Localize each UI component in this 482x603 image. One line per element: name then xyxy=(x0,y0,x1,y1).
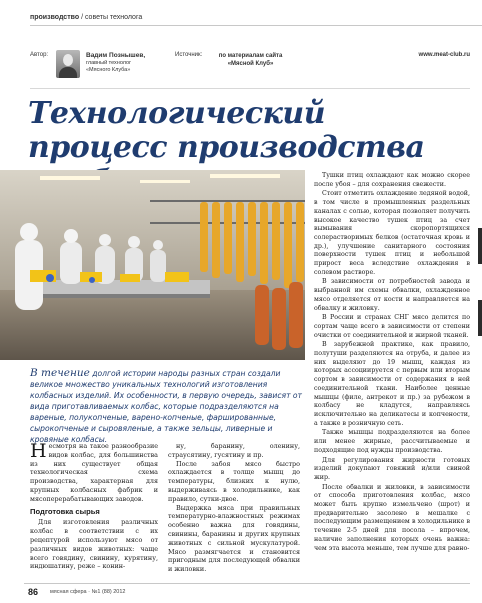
body-paragraph: В зарубежной практике, как правило, полутуши разделяются на отруба, и далее из них выделяют до 19 мышц, каждая из которых ассоциируется с первым или вторым сортом в зависимости от содержания в ней соединительной ткани. Наиболее ценные мышцы (филе, антрекот и пр.) за рубежом в колбасу не кладутся, направляясь исключительно на деликатесы и копчености, а также в розничную сеть. xyxy=(314,341,470,427)
header-divider xyxy=(30,25,482,26)
body-paragraph: Также мышцы подразделяются на более или менее жирные, рассчитываемые и подходящие под нужды производства. xyxy=(314,429,470,454)
rubric xyxy=(30,14,142,21)
avatar-head xyxy=(63,54,73,66)
column-right xyxy=(314,172,470,554)
lead-text: долгой истории народы разных стран создали великое множество уникальных технологий изготовления колбасных изделий. Их особенности, в первую очередь, зависят от вида приготавливаемых колбас, которые подразделяются на вареные, полукопченые, варено-копченые, фаршированные, сырокопченые и сыровяленые, а также зельцы, ливерные и кровяные колбасы. xyxy=(30,369,302,444)
factory-photo xyxy=(0,170,305,360)
page-number: 86 xyxy=(28,587,39,597)
body-paragraph: После забоя мясо быстро охлаждается в толще мышц до температуры, близких к нулю, выдерживаясь в холодильнике, как правило, сутки-двое. xyxy=(168,459,300,503)
paragraph-text: есмотря на такое разнообразие видов колбас, для большинства из них существует общая технологическая схема производства, характерная для крупных колбасных фабрик и мясоперерабатывающих заводов. xyxy=(30,442,158,503)
lead-first-words: В течение xyxy=(30,367,90,379)
body-paragraph: Выдержка мяса при правильных температурно-влажностных режимах особенно важна для говядины, свинины, баранины и других крупных животных с сильной мускулатурой. Мясо размягчается и становится пригодным для последующей обвалки и жиловки. xyxy=(168,503,300,574)
edge-marker xyxy=(478,228,482,264)
source-label: Источник: xyxy=(175,52,203,58)
author-role: главный технолог «Мясного Клуба» xyxy=(86,60,132,73)
author-divider xyxy=(30,88,470,89)
body-paragraph: Стоит отметить охлаждение ледяной водой, в том числе в промышленных раздельных каналах с солью, которая позволяет получить высокое качество тушек птиц за счет вымывания скоропортящихся солерастворимых белков (остаточная кровь и др.), улучшение санитарного состояния поверхности тушек птиц и небольшой прирост веса вследствие охлаждения в солевом растворе. xyxy=(314,190,470,276)
body-paragraph: ну, баранину, оленину, страусятину, гусятину и пр. xyxy=(168,442,300,459)
rubric-secondary: советы технолога xyxy=(84,14,143,21)
author-name: Вадим Познышев, xyxy=(86,52,146,59)
factory-illustration xyxy=(0,170,305,360)
issue-info: мясная сфера · №1 (88) 2012 xyxy=(50,589,126,595)
author-row xyxy=(30,52,470,86)
column-middle xyxy=(168,442,300,574)
drop-cap: Н xyxy=(30,440,47,462)
body-paragraph: В России и странах СНГ мясо делится по сортам чаще всего в зависимости от степени очистки от соединительной и жирной тканей. xyxy=(314,314,470,339)
article-title: Технологический процесс производства xyxy=(28,96,425,165)
rubric-primary: производство xyxy=(30,14,80,21)
rubric-separator: / xyxy=(79,14,85,21)
body-paragraph: В зависимости от потребностей завода и выбранной им схемы обвалки, охлажденное мясо отделяется от кости и направляется на обвалку и жиловку. xyxy=(314,278,470,312)
body-paragraph: Для изготовления различных колбас в соответствии с их рецептурой используют мясо от различных видов животных: чаще всего говядину, свинину, курятину, индюшатину, реже – конин- xyxy=(30,518,158,571)
body-paragraph: Для регулирования жирности готовых изделий докупают говяжий и/или свиной жир. xyxy=(314,456,470,481)
section-heading: Подготовка сырья xyxy=(30,506,100,516)
body-paragraph xyxy=(30,442,158,504)
author-label: Автор: xyxy=(30,52,49,58)
source-text: по материалам сайта «Мясной Клуб» xyxy=(218,53,283,67)
avatar-body xyxy=(59,67,77,78)
body-paragraph: Тушки птиц охлаждают как можно скорее после убоя – для сохранения свежести. xyxy=(314,172,470,188)
body-paragraph: После обвалки и жиловки, в зависимости от способа приготовления колбас, мясо может быть крупно измельчено (шрот) и предварительно засолено в мешалке с последующим размещением в холодильнике в течение 2-5 дней для посола – впрочем, наличие заполнения которых очень важна: чем эта высота меньше, тем лучше для равно- xyxy=(314,483,470,552)
author-avatar xyxy=(56,50,80,78)
edge-marker xyxy=(478,300,482,336)
footer-divider xyxy=(24,583,470,584)
site-link[interactable]: www.meat-club.ru xyxy=(418,52,470,58)
column-left xyxy=(30,442,158,571)
lead-paragraph xyxy=(30,368,302,445)
